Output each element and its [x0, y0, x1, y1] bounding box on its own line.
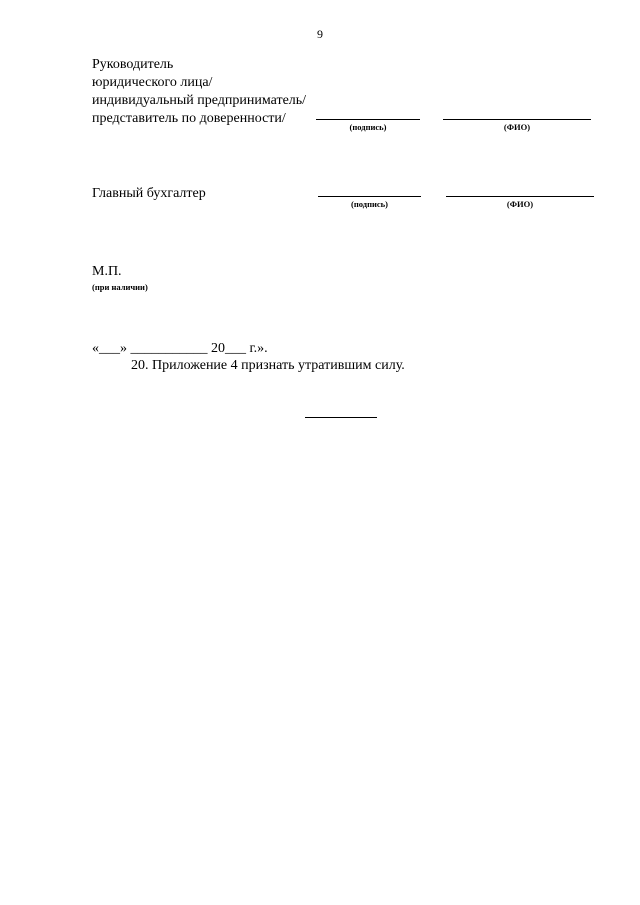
signatory-name-caption: (ФИО): [503, 122, 531, 132]
date-line: «___» ___________ 20___ г.».: [92, 341, 268, 356]
signatory-line: юридического лица/: [92, 75, 213, 90]
signatory-line: Руководитель: [92, 57, 174, 72]
accountant-signature-caption: (подпись): [351, 199, 388, 209]
signatory-line: индивидуальный предприниматель/: [92, 93, 307, 108]
accountant-label: Главный бухгалтер: [92, 186, 206, 201]
signatory-signature-caption: (подпись): [349, 122, 387, 132]
page-number: 9: [317, 27, 323, 41]
signatory-line: представитель по доверенности/: [92, 111, 286, 126]
stamp-label: М.П.: [92, 264, 122, 279]
signatory-signature-line: [316, 119, 420, 120]
end-rule: [305, 417, 377, 418]
signatory-title: [92, 56, 306, 128]
stamp-note: (при наличии): [92, 282, 148, 292]
accountant-signature-line: [318, 196, 421, 197]
accountant-name-line: [446, 196, 594, 197]
accountant-name-caption: (ФИО): [506, 199, 534, 209]
signatory-name-line: [443, 119, 591, 120]
paragraph-20: 20. Приложение 4 признать утратившим силу.: [131, 358, 405, 373]
